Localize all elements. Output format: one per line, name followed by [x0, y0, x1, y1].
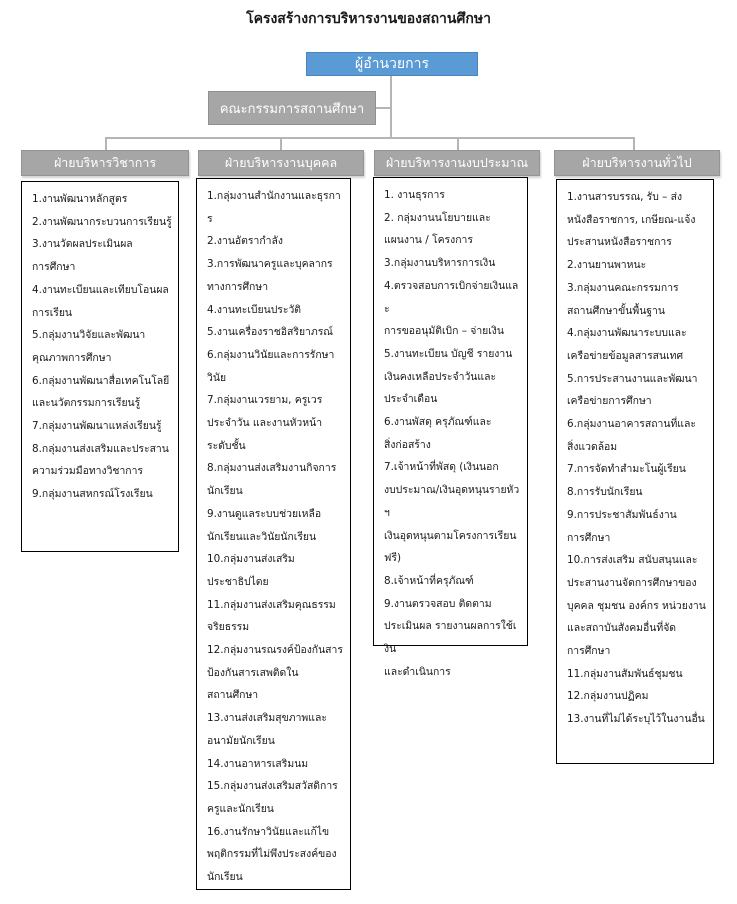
task-item: 10.กลุ่มงานส่งเสริม ประชาธิปไตย	[207, 553, 295, 588]
department-header-personnel: ฝ่ายบริหารงานบุคคล	[198, 150, 364, 176]
task-item: 9.งานตรวจสอบ ติดตาม ประเมินผล รายงานผลการใช้เงิน และดำเนินการ	[384, 597, 517, 678]
task-item: 3.กลุ่มงานคณะกรรมการ สถานศึกษาขั้นพื้นฐาน	[567, 281, 679, 317]
task-item: 2.งานยานพาหนะ	[567, 259, 647, 272]
task-item: 1. งานธุรการ	[384, 189, 445, 201]
task-item: 6.กลุ่มงานอาคารสถานที่และ สิ่งแวดล้อม	[567, 418, 696, 453]
connector-drop-general	[633, 137, 635, 151]
connector-horizontal-bus	[105, 137, 634, 139]
task-item: 1.กลุ่มงานสำนักงานและธุรการ	[207, 190, 341, 225]
task-item: 3.กลุ่มงานบริหารการเงิน	[384, 257, 496, 270]
task-item: 5.งานเครื่องราชอิสริยาภรณ์	[207, 326, 333, 339]
task-item: 5.กลุ่มงานวิจัยและพัฒนา คุณภาพการศึกษา	[32, 329, 146, 364]
director-box: ผู้อำนวยการ	[306, 52, 478, 76]
task-list-personnel	[196, 178, 351, 890]
department-header-general: ฝ่ายบริหารงานทั่วไป	[554, 150, 720, 176]
task-item: 12.กลุ่มงานปฏิคม	[567, 690, 649, 703]
task-item: 2. กลุ่มงานนโยบายและ แผนงาน / โครงการ	[384, 211, 491, 247]
connector-drop-budget	[457, 137, 459, 151]
task-item: 1.งานพัฒนาหลักสูตร	[32, 193, 128, 205]
task-item: 11.กลุ่มงานสัมพันธ์ชุมชน	[567, 667, 683, 680]
task-item: 7.กลุ่มงานเวรยาม, ครูเวร ประจำวัน และงานหัวหน้า ระดับชั้น	[207, 394, 323, 452]
task-item: 8.กลุ่มงานส่งเสริมและประสาน ความร่วมมือทางวิชาการ	[32, 442, 169, 478]
department-header-budget: ฝ่ายบริหารงานงบประมาณ	[374, 150, 540, 176]
task-item: 3.การพัฒนาครูและบุคลากร ทางการศึกษา	[207, 258, 333, 293]
task-item: 7.กลุ่มงานพัฒนาแหล่งเรียนรู้	[32, 420, 162, 433]
task-item: 6.กลุ่มงานพัฒนาสื่อเทคโนโลยี และนวัตกรรมการเรียนรู้	[32, 374, 170, 410]
task-item: 3.งานวัดผลประเมินผล การศึกษา	[32, 238, 133, 274]
task-item: 13.งานที่ไม่ได้ระบุไว้ในงานอื่น	[567, 713, 705, 726]
committee-box: คณะกรรมการสถานศึกษา	[208, 91, 376, 125]
task-item: 2.งานพัฒนากระบวนการเรียนรู้	[32, 215, 172, 228]
task-item: 16.งานรักษาวินัยและแก้ไข พฤติกรรมที่ไม่พึงประสงค์ของ นักเรียน	[207, 825, 337, 884]
task-items	[32, 188, 172, 506]
task-items	[384, 184, 521, 683]
task-item: 9.การประชาสัมพันธ์งาน การศึกษา	[567, 508, 677, 544]
department-header-academic: ฝ่ายบริหารวิชาการ	[21, 150, 189, 176]
task-item: 8.กลุ่มงานส่งเสริมงานกิจการ นักเรียน	[207, 462, 337, 498]
task-item: 1.งานสารบรรณ, รับ – ส่ง หนังสือราชการ, เกษียณ-แจ้ง ประสานหนังสือราชการ	[567, 191, 696, 249]
connector-drop-personnel	[280, 137, 282, 151]
task-items	[567, 186, 707, 731]
page-title: โครงสร้างการบริหารงานของสถานศึกษา	[246, 11, 491, 27]
connector-committee	[376, 107, 390, 109]
task-item: 5.การประสานงานและพัฒนา เครือข่ายการศึกษา	[567, 372, 698, 408]
task-item: 7.เจ้าหน้าที่พัสดุ (เงินนอก งบประมาณ/เงินอุดหนุนรายหัวฯ เงินอุดหนุนตามโครงการเรียน ฟรี)	[384, 461, 520, 565]
task-item: 8.เจ้าหน้าที่ครุภัณฑ์	[384, 574, 474, 587]
task-items	[207, 185, 344, 889]
task-item: 7.การจัดทำสำมะโนผู้เรียน	[567, 463, 686, 476]
task-item: 5.งานทะเบียน บัญชี รายงาน เงินคงเหลือประจำวันและ ประจำเดือน	[384, 347, 513, 406]
task-item: 4.งานทะเบียนประวัติ	[207, 303, 302, 316]
task-list-budget	[373, 177, 528, 678]
task-item: 6.งานพัสดุ ครุภัณฑ์และ สิ่งก่อสร้าง	[384, 416, 492, 451]
task-item: 11.กลุ่มงานส่งเสริมคุณธรรม จริยธรรม	[207, 598, 336, 634]
task-item: 8.การรับนักเรียน	[567, 486, 643, 499]
connector-vertical-main	[390, 76, 392, 138]
task-item: 4.งานทะเบียนและเทียบโอนผล การเรียน	[32, 283, 169, 319]
task-item: 4.กลุ่มงานพัฒนาระบบและ เครือข่ายข้อมูลสารสนเทศ	[567, 327, 687, 362]
task-item: 13.งานส่งเสริมสุขภาพและ อนามัยนักเรียน	[207, 712, 327, 747]
task-item: 15.กลุ่มงานส่งเสริมสวัสดิการ ครูและนักเรียน	[207, 780, 338, 815]
task-item: 2.งานอัตรากำลัง	[207, 235, 283, 248]
task-item: 4.ตรวจสอบการเบิกจ่ายเงินและ การขออนุมัติเบิก – จ่ายเงิน	[384, 279, 519, 338]
task-item: 12.กลุ่มงานรณรงค์ป้องกันสาร ป้องกันสารเสพติดใน สถานศึกษา	[207, 644, 343, 702]
task-item: 9.งานดูแลระบบช่วยเหลือ นักเรียนและวินัยนักเรียน	[207, 507, 322, 543]
task-list-academic	[21, 181, 179, 552]
task-list-general	[556, 179, 714, 764]
connector-drop-academic	[105, 137, 107, 151]
task-item: 9.กลุ่มงานสหกรณ์โรงเรียน	[32, 488, 153, 501]
task-item: 6.กลุ่มงานวินัยและการรักษา วินัย	[207, 348, 335, 384]
task-item: 14.งานอาหารเสริมนม	[207, 757, 309, 770]
task-item: 10.การส่งเสริม สนับสนุนและ ประสานงานจัดการศึกษาของ บุคคล ชุมชน องค์กร หน่วยงาน และสถาบันสังคมอื่นที่จัด การศึกษา	[567, 554, 706, 658]
